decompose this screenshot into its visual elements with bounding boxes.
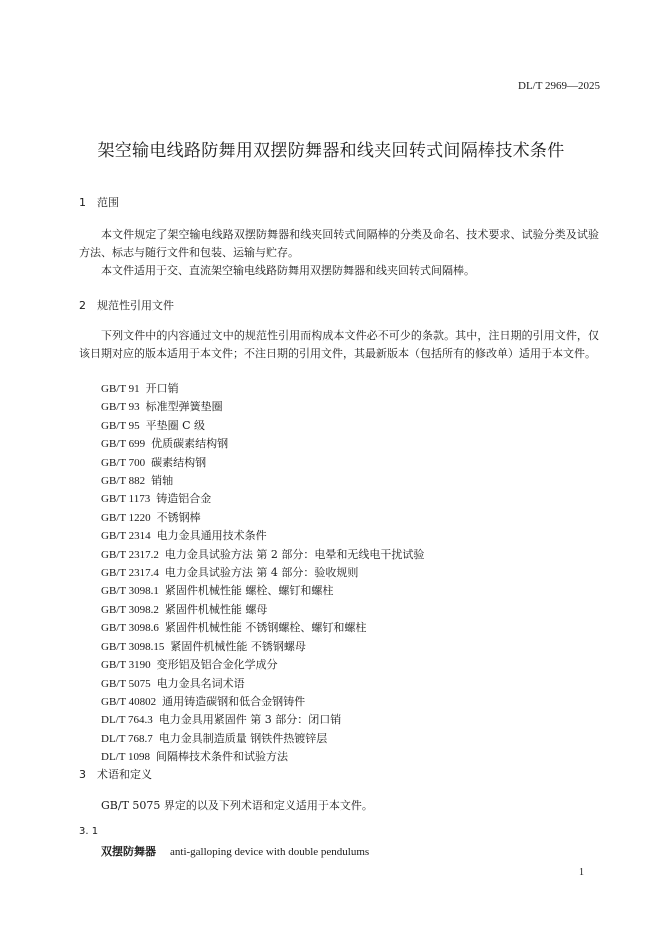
reference-title: 铸造铝合金 xyxy=(156,492,212,506)
reference-item xyxy=(101,748,424,766)
reference-code: GB/T 2317.2 xyxy=(101,548,159,561)
reference-code: DL/T 1098 xyxy=(101,751,150,764)
reference-item xyxy=(101,675,424,693)
reference-title: 碳素结构钢 xyxy=(151,455,207,469)
reference-title: 紧固件机械性能 不锈钢螺栓、螺钉和螺柱 xyxy=(164,621,367,635)
reference-code: DL/T 768.7 xyxy=(101,732,153,745)
reference-title: 紧固件机械性能 螺母 xyxy=(164,602,268,616)
section-2-heading xyxy=(79,297,174,313)
reference-code: GB/T 700 xyxy=(101,456,146,469)
term-chinese: 双摆防舞器 xyxy=(101,845,156,858)
reference-item xyxy=(101,711,424,729)
reference-item xyxy=(101,509,424,527)
reference-code: GB/T 3098.6 xyxy=(101,622,159,635)
reference-code: GB/T 882 xyxy=(101,475,146,488)
reference-title: 紧固件机械性能 螺栓、螺钉和螺柱 xyxy=(164,584,334,598)
reference-code: GB/T 91 xyxy=(101,383,140,395)
reference-title: 标准型弹簧垫圈 xyxy=(145,400,223,414)
reference-title: 平垫圈 C 级 xyxy=(145,418,206,432)
reference-title: 间隔棒技术条件和试验方法 xyxy=(156,750,288,764)
reference-item xyxy=(101,638,424,656)
reference-item xyxy=(101,601,424,619)
reference-list xyxy=(101,380,424,767)
reference-item xyxy=(101,619,424,637)
reference-title: 电力金具试验方法 第 2 部分：电晕和无线电干扰试验 xyxy=(164,547,425,561)
reference-title: 不锈钢棒 xyxy=(156,510,201,524)
reference-title: 电力金具通用技术条件 xyxy=(156,529,267,543)
term-number: 3. 1 xyxy=(79,826,99,837)
reference-code: GB/T 3098.1 xyxy=(101,585,159,598)
reference-title: 电力金具用紧固件 第 3 部分：闭口销 xyxy=(158,713,342,727)
reference-code: GB/T 3190 xyxy=(101,659,151,672)
reference-item xyxy=(101,490,424,508)
reference-title: 紧固件机械性能 不锈钢螺母 xyxy=(170,639,306,653)
reference-item xyxy=(101,564,424,582)
reference-item xyxy=(101,527,424,545)
reference-title: 通用铸造碳钢和低合金钢铸件 xyxy=(162,694,306,708)
document-title: 架空输电线路防舞用双摆防舞器和线夹回转式间隔棒技术条件 xyxy=(97,141,565,161)
reference-code: GB/T 3098.2 xyxy=(101,603,159,616)
reference-item xyxy=(101,656,424,674)
section-title: 范围 xyxy=(97,196,119,209)
reference-title: 销轴 xyxy=(151,474,174,488)
reference-code: GB/T 1220 xyxy=(101,511,151,524)
reference-item xyxy=(101,454,424,472)
section-1-paragraph-2: 本文件适用于交、直流架空输电线路防舞用双摆防舞器和线夹回转式间隔棒。 xyxy=(101,264,475,277)
term-english: anti-galloping device with double pendulums xyxy=(170,846,370,858)
section-1-paragraph-1: 本文件规定了架空输电线路双摆防舞器和线夹回转式间隔棒的分类及命名、技术要求、试验分类及试验方法、标志与随行文件和包装、运输与贮存。 xyxy=(79,228,599,259)
reference-title: 变形铝及铝合金化学成分 xyxy=(156,658,278,672)
reference-item xyxy=(101,730,424,748)
reference-item xyxy=(101,417,424,435)
reference-item xyxy=(101,435,424,453)
reference-item xyxy=(101,693,424,711)
page-number: 1 xyxy=(579,867,584,878)
reference-title: 开口销 xyxy=(145,382,179,395)
reference-item xyxy=(101,472,424,490)
reference-code: GB/T 3098.15 xyxy=(101,640,165,653)
reference-code: GB/T 40802 xyxy=(101,695,157,708)
reference-code: DL/T 764.3 xyxy=(101,714,153,727)
reference-item xyxy=(101,398,424,416)
section-title: 规范性引用文件 xyxy=(97,299,174,312)
reference-title: 电力金具制造质量 钢铁件热镀锌层 xyxy=(158,731,328,745)
section-number: 2 xyxy=(79,299,86,312)
reference-code: GB/T 5075 xyxy=(101,677,151,690)
section-number: 1 xyxy=(79,196,86,209)
section-3-heading xyxy=(79,766,152,782)
section-title: 术语和定义 xyxy=(97,768,152,781)
reference-code: GB/T 93 xyxy=(101,401,140,414)
reference-item xyxy=(101,582,424,600)
reference-code: GB/T 1173 xyxy=(101,493,151,506)
section-1-heading xyxy=(79,194,119,210)
reference-title: 电力金具名词术语 xyxy=(156,676,245,690)
reference-code: GB/T 2314 xyxy=(101,530,151,543)
document-number: DL/T 2969—2025 xyxy=(518,80,600,92)
section-number: 3 xyxy=(79,768,86,781)
reference-code: GB/T 699 xyxy=(101,438,146,451)
reference-title: 优质碳素结构钢 xyxy=(151,437,229,451)
section-2-intro: 下列文件中的内容通过文中的规范性引用而构成本文件必不可少的条款。其中，注日期的引用文件，仅该日期对应的版本适用于本文件；不注日期的引用文件，其最新版本（包括所有的修改单）适用于本文件。 xyxy=(79,329,599,360)
reference-code: GB/T 2317.4 xyxy=(101,567,159,580)
term-entry xyxy=(101,843,369,859)
reference-title: 电力金具试验方法 第 4 部分：验收规则 xyxy=(164,566,359,580)
reference-item xyxy=(101,380,424,398)
reference-code: GB/T 95 xyxy=(101,419,140,432)
section-3-intro: GB/T 5075 界定的以及下列术语和定义适用于本文件。 xyxy=(101,799,373,812)
reference-item xyxy=(101,546,424,564)
